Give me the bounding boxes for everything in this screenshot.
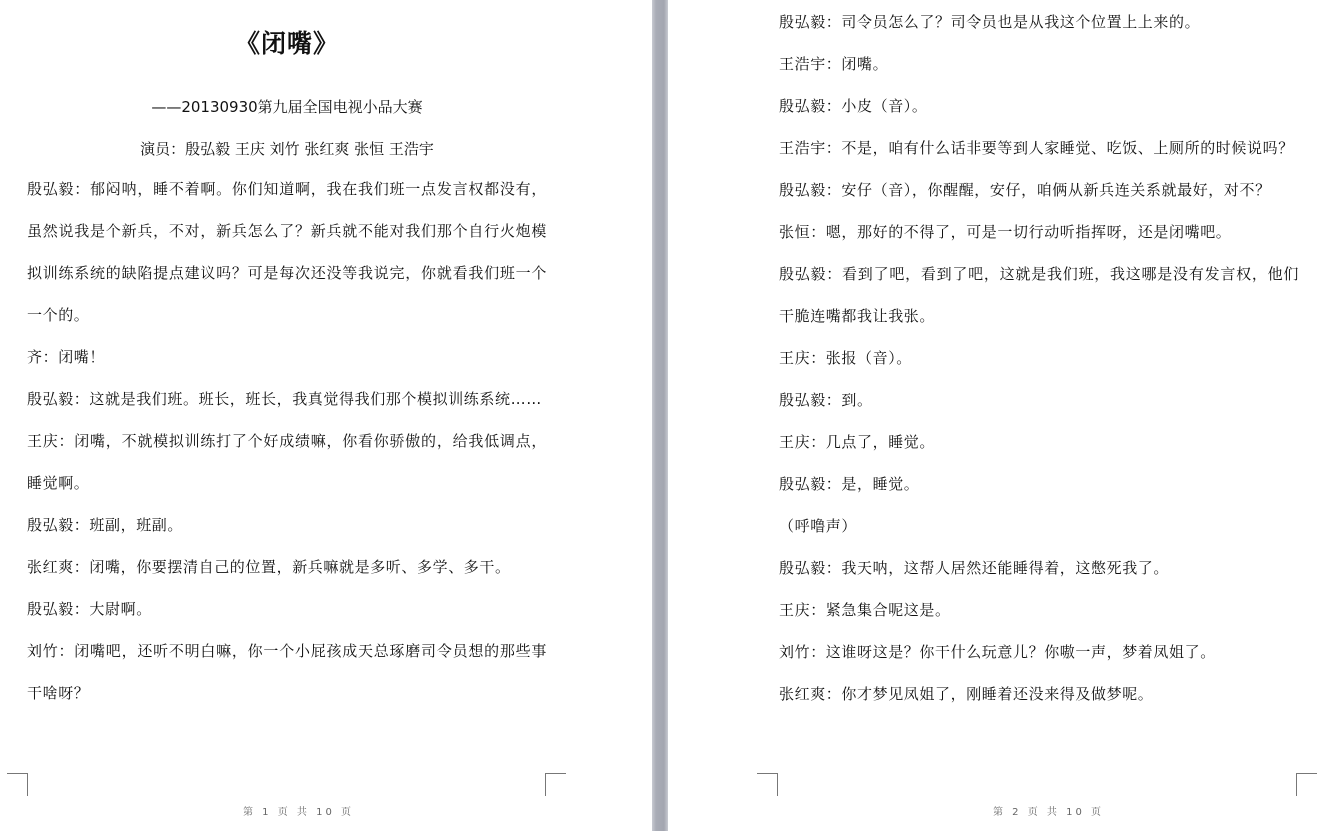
paragraph: （呼噜声） [779,517,858,535]
paragraph: 殷弘毅：司令员怎么了？司令员也是从我这个位置上上来的。 [779,13,1201,31]
paragraph: 殷弘毅：到。 [779,391,873,409]
paragraph: 齐：闭嘴！ [27,348,106,366]
page-2-body [779,1,1299,715]
page-subtitle: ——20130930第九届全国电视小品大赛 [151,98,423,116]
paragraph: 王庆：紧急集合呢这是。 [779,601,951,619]
crop-mark-left [757,773,778,796]
paragraph: 刘竹：闭嘴吧，还听不明白嘛，你一个小屁孩成天总琢磨司令员想的那些事干啥呀？ [27,642,547,702]
paragraph: 殷弘毅：班副，班副。 [27,516,184,534]
crop-mark-right [1296,773,1317,796]
paragraph: 王庆：张报（音）。 [779,349,912,367]
paragraph: 王浩宇：不是，咱有什么话非要等到人家睡觉、吃饭、上厕所的时候说吗？ [779,139,1294,157]
crop-mark-left [7,773,28,796]
paragraph: 王浩宇：闭嘴。 [779,55,889,73]
page-title: 《闭嘴》 [234,29,339,58]
document-page-1 [0,0,652,831]
paragraph: 王庆：几点了，睡觉。 [779,433,936,451]
paragraph: 殷弘毅：郁闷呐，睡不着啊。你们知道啊，我在我们班一点发言权都没有，虽然说我是个新兵，不对，新兵怎么了？新兵就不能对我们那个自行火炮模拟训练系统的缺陷提点建议吗？可是每次还没等我说完，你就看我们班一个一个的。 [27,180,547,324]
paragraph: 刘竹：这谁呀这是？你干什么玩意儿？你嗷一声，梦着凤姐了。 [779,643,1216,661]
page-1-body [27,168,547,714]
paragraph: 殷弘毅：是，睡觉。 [779,475,920,493]
page-gap [652,0,668,831]
paragraph: 殷弘毅：小皮（音）。 [779,97,928,115]
page-footer: 第 2 页 共 10 页 [993,807,1104,818]
cast-line: 演员：殷弘毅 王庆 刘竹 张红爽 张恒 王浩宇 [140,140,434,158]
paragraph: 殷弘毅：这就是我们班。班长，班长，我真觉得我们那个模拟训练系统…… [27,390,542,408]
paragraph: 殷弘毅：我天呐，这帮人居然还能睡得着，这憋死我了。 [779,559,1170,577]
paragraph: 张恒：嗯，那好的不得了，可是一切行动听指挥呀，还是闭嘴吧。 [779,223,1232,241]
page-footer: 第 1 页 共 10 页 [243,807,354,818]
paragraph: 张红爽：你才梦见凤姐了，刚睡着还没来得及做梦呢。 [779,685,1154,703]
paragraph: 殷弘毅：看到了吧，看到了吧，这就是我们班，我这哪是没有发言权，他们干脆连嘴都我让我张。 [779,265,1299,325]
crop-mark-right [545,773,566,796]
paragraph: 殷弘毅：安仔（音），你醒醒，安仔，咱俩从新兵连关系就最好，对不？ [779,181,1271,199]
document-page-2 [668,0,1326,831]
paragraph: 殷弘毅：大尉啊。 [27,600,152,618]
paragraph: 王庆：闭嘴，不就模拟训练打了个好成绩嘛，你看你骄傲的，给我低调点，睡觉啊。 [27,432,547,492]
paragraph: 张红爽：闭嘴，你要摆清自己的位置，新兵嘛就是多听、多学、多干。 [27,558,511,576]
